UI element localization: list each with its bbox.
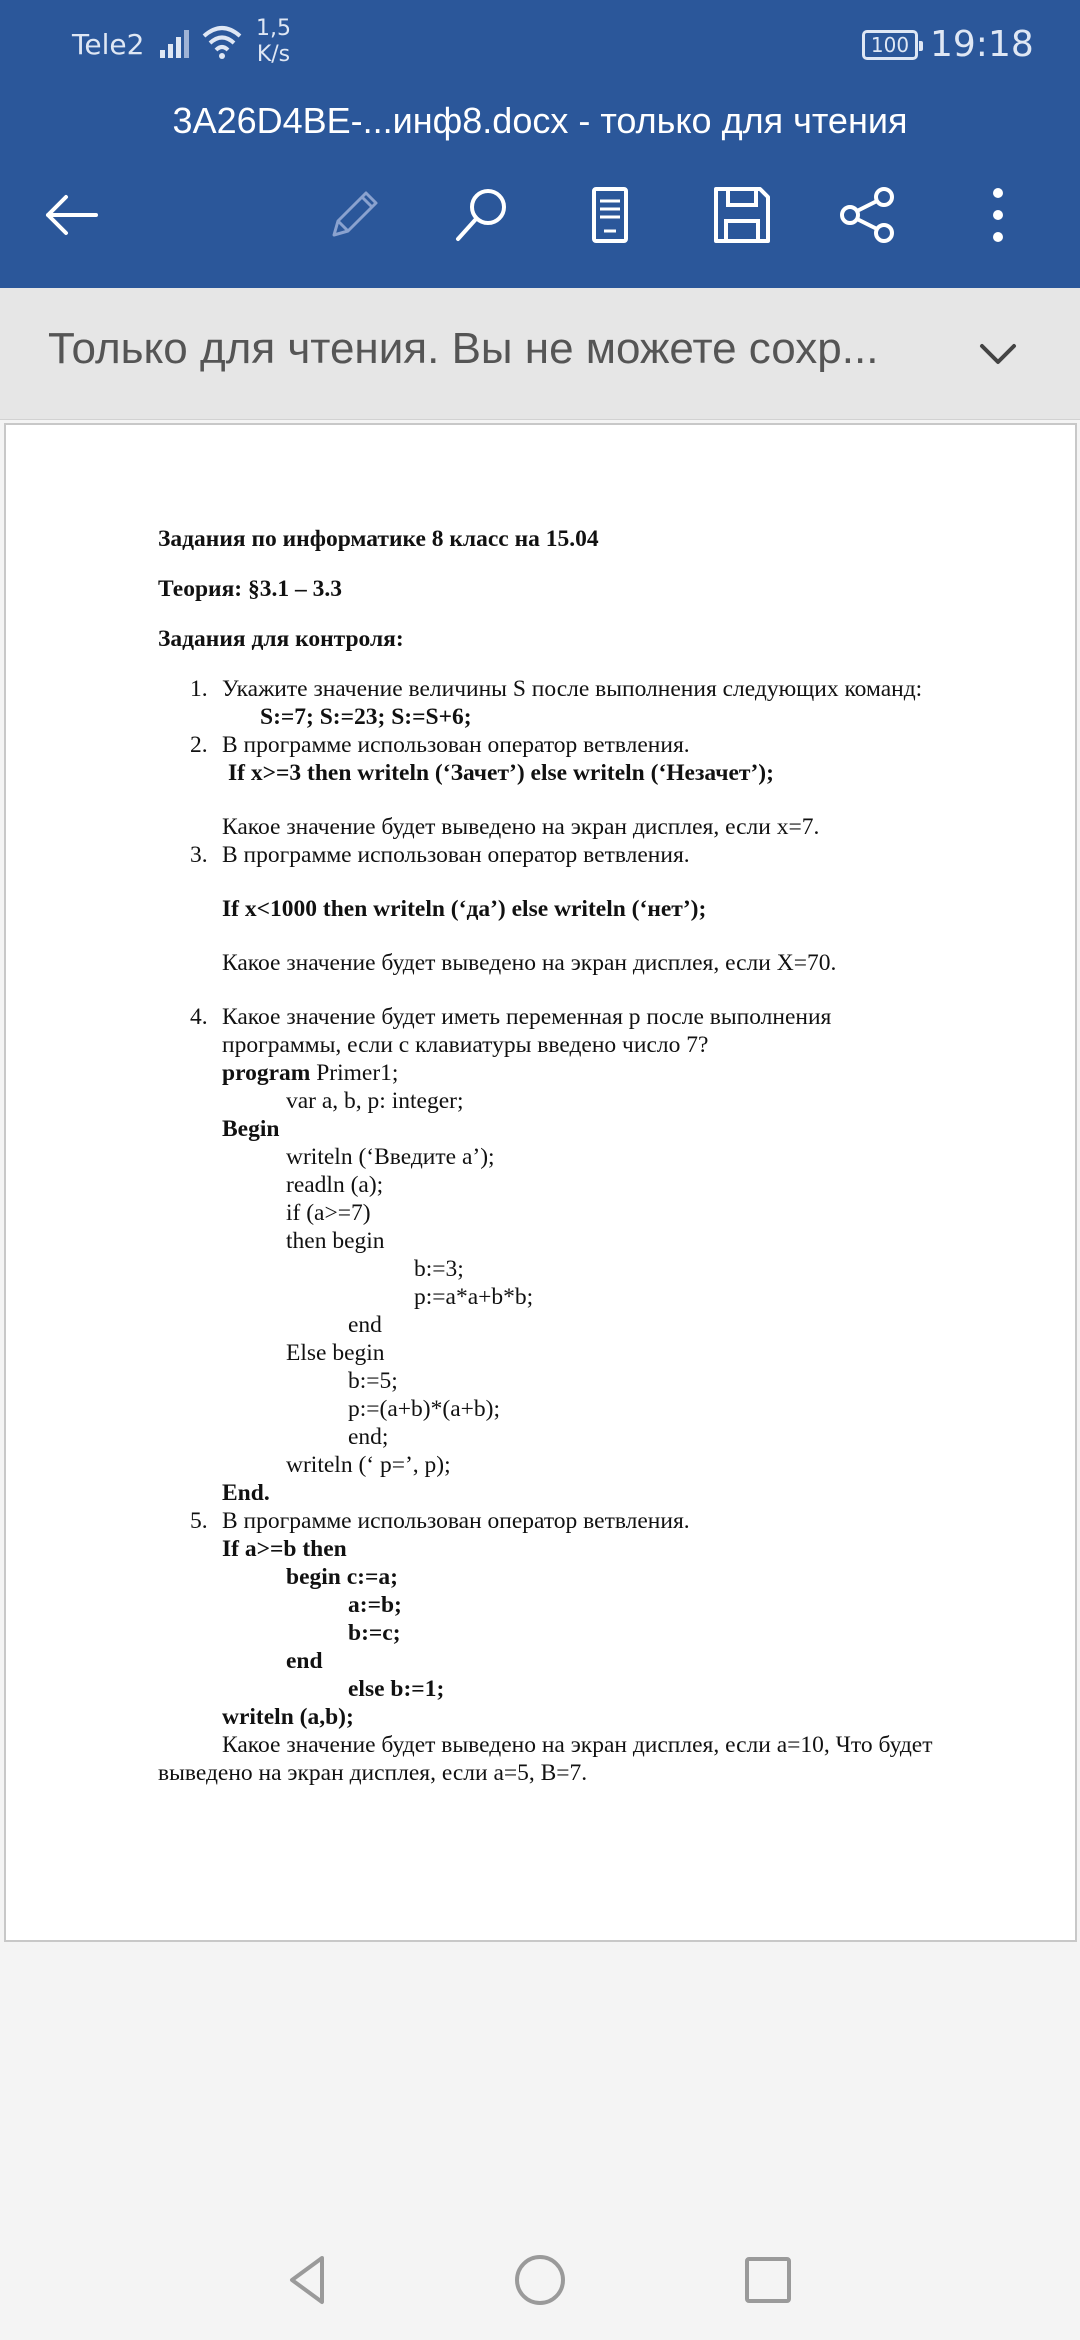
document-page[interactable] [4, 423, 1077, 1942]
code-line: Begin [222, 1116, 280, 1142]
code-line: b:=3; [414, 1256, 464, 1282]
back-button[interactable] [30, 175, 110, 255]
code-line: writeln (‘Введите a’); [286, 1144, 495, 1170]
task-number: 4. [190, 1004, 208, 1030]
reading-view-icon [578, 183, 642, 247]
document-title: 3A26D4BE-...инф8.docx - только для чтения [172, 100, 908, 141]
task-code: If x<1000 then writeln (‘да’) else writeln (‘нет’); [222, 896, 707, 922]
code-line: a:=b; [348, 1592, 402, 1618]
task-text: В программе использован оператор ветвления. [222, 732, 690, 758]
reading-view-button[interactable] [570, 175, 650, 255]
document-heading: Задания по информатике 8 класс на 15.04 [158, 526, 599, 552]
read-only-message: Только для чтения. Вы не можете сохр... [48, 324, 879, 373]
task-text: В программе использован оператор ветвления. [222, 1508, 690, 1534]
code-line: then begin [286, 1228, 385, 1254]
task-number: 1. [190, 676, 208, 702]
network-speed [256, 16, 291, 68]
code-line: end; [348, 1424, 389, 1450]
code-line: var a, b, p: integer; [286, 1088, 464, 1114]
task-3 [158, 841, 1018, 977]
speed-value: 1,5 [256, 16, 291, 41]
task-text: В программе использован оператор ветвления. [222, 842, 690, 868]
nav-home-button[interactable] [500, 2240, 580, 2320]
code-line: End. [222, 1480, 270, 1506]
share-button[interactable] [828, 175, 908, 255]
program-name: Primer1; [310, 1060, 399, 1086]
task-number: 2. [190, 732, 208, 758]
carrier-name: Tele2 [72, 28, 145, 61]
save-icon [710, 183, 774, 247]
expand-banner-button[interactable] [968, 328, 1028, 380]
nav-back-button[interactable] [268, 2240, 348, 2320]
save-button[interactable] [702, 175, 782, 255]
task-number: 5. [190, 1508, 208, 1534]
code-line: b:=5; [348, 1368, 398, 1394]
code-line: end [348, 1312, 382, 1338]
code-line: else b:=1; [348, 1676, 445, 1702]
edit-button[interactable] [314, 175, 394, 255]
code-line: p:=a*a+b*b; [414, 1284, 534, 1310]
search-button[interactable] [442, 175, 522, 255]
task-text: Укажите значение величины S после выполнения следующих команд: [222, 676, 923, 702]
task-question: Какое значение будет выведено на экран дисплея, если x=7. [222, 814, 820, 840]
document-body [158, 525, 1018, 1787]
code-line: writeln (a,b); [222, 1704, 354, 1730]
recents-square-icon [740, 2252, 796, 2308]
tasks-heading: Задания для контроля: [158, 626, 404, 652]
program-keyword: program [222, 1060, 311, 1086]
home-circle-icon [512, 2252, 568, 2308]
wifi-icon [200, 24, 244, 62]
task-question: Какое значение будет выведено на экран дисплея, если a=10, Что будет [222, 1732, 933, 1758]
task-text: Какое значение будет иметь переменная p после выполнения [222, 1004, 832, 1030]
more-options-button[interactable] [958, 175, 1038, 255]
back-triangle-icon [280, 2252, 336, 2308]
code-line: p:=(a+b)*(a+b); [348, 1396, 500, 1422]
app-bar [0, 0, 1080, 288]
toolbar [0, 175, 1080, 265]
code-line [158, 1059, 1018, 1087]
battery-icon: 100 [862, 30, 918, 60]
task-2 [158, 731, 1018, 841]
task-question: выведено на экран дисплея, если a=5, B=7. [158, 1760, 588, 1786]
edit-pencil-icon [322, 183, 386, 247]
read-only-banner[interactable] [0, 288, 1080, 420]
more-options-icon [966, 183, 1030, 247]
status-bar [0, 0, 1080, 95]
theory-line: Теория: §3.1 – 3.3 [158, 576, 342, 602]
nav-recents-button[interactable] [728, 2240, 808, 2320]
signal-icon [158, 26, 194, 60]
task-text: программы, если с клавиатуры введено число 7? [222, 1032, 709, 1058]
task-question: Какое значение будет выведено на экран дисплея, если X=70. [222, 950, 837, 976]
task-number: 3. [190, 842, 208, 868]
code-line: Else begin [286, 1340, 385, 1366]
code-line: end [286, 1648, 323, 1674]
task-4 [158, 1003, 1018, 1507]
task-code: If x>=3 then writeln (‘Зачет’) else writeln (‘Незачет’); [228, 760, 774, 786]
task-5 [158, 1507, 1018, 1787]
code-line: b:=c; [348, 1620, 401, 1646]
code-line: If a>=b then [222, 1536, 347, 1562]
system-nav-bar [0, 2216, 1080, 2340]
speed-unit: K/s [256, 42, 291, 67]
chevron-down-icon [978, 341, 1018, 367]
code-line: writeln (‘ p=’, p); [286, 1452, 451, 1478]
code-line: if (a>=7) [286, 1200, 371, 1226]
task-1 [158, 675, 1018, 731]
share-icon [836, 183, 900, 247]
back-arrow-icon [38, 183, 102, 247]
clock: 19:18 [930, 24, 1034, 65]
search-icon [450, 183, 514, 247]
code-line: begin c:=a; [286, 1564, 398, 1590]
task-code: S:=7; S:=23; S:=S+6; [260, 704, 472, 730]
code-line: readln (a); [286, 1172, 384, 1198]
